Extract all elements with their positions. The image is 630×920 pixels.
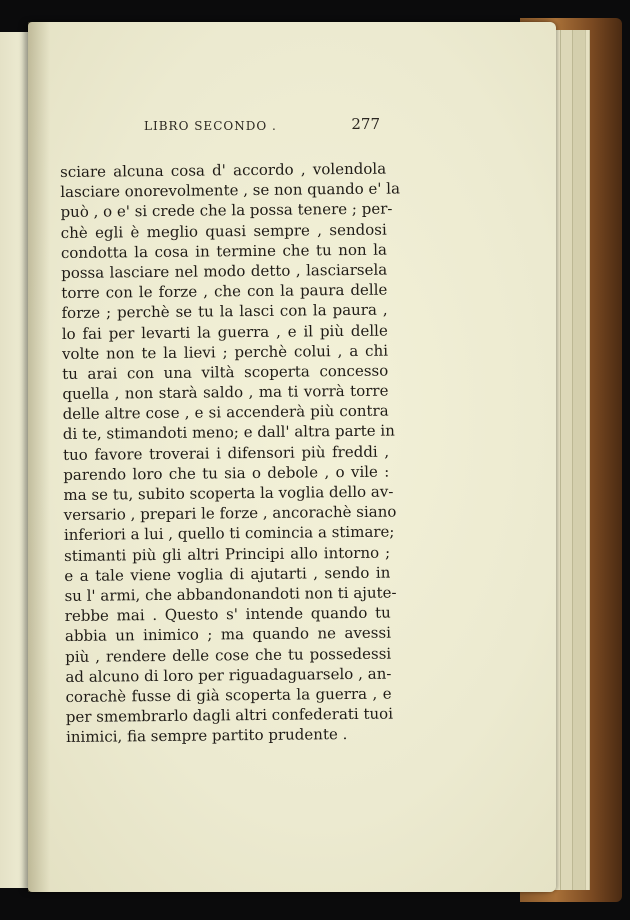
text-line: rebbe mai . Questo s' intende quando tu <box>64 603 391 626</box>
text-line: versario , prepari le forze , ancorachè siano <box>63 502 397 525</box>
text-line: ad alcuno di loro per riguadaguarselo , an- <box>65 664 392 686</box>
text-line: corachè fusse di già scoperta la guerra , e <box>65 684 392 706</box>
text-line: inimici, fia sempre partito prudente . <box>65 725 348 747</box>
text-line: lasciare onorevolmente , se non quando e' la <box>60 179 401 202</box>
text-line: ma se tu, subito scoperta la voglia dello av- <box>63 482 394 504</box>
text-line: e a tale viene voglia di ajutarti , sendo in <box>64 563 391 585</box>
text-line: chè egli è meglio quasi sempre , sendosi <box>60 220 387 242</box>
page-gutter-shadow <box>28 22 50 892</box>
text-line: di te, stimandoti meno; e dall' altra parte in <box>62 421 395 444</box>
running-title: LIBRO SECONDO . <box>144 119 277 133</box>
text-line: abbia un inimico ; ma quando ne avessi <box>64 623 392 646</box>
text-line: condotta la cosa in termine che tu non la <box>60 240 388 262</box>
page-number: 277 <box>351 115 380 133</box>
text-line: torre con le forze , che con la paura delle <box>61 280 388 303</box>
body-text <box>60 159 401 748</box>
text-line: tuo favore troverai i difensori più freddi , <box>62 442 390 464</box>
text-line: tu arai con una viltà scoperta concesso <box>62 361 389 383</box>
text-line: inferiori a lui , quello ti comincia a stimare; <box>63 522 395 545</box>
text-line: forze ; perchè se tu la lasci con la paura , <box>61 300 388 323</box>
text-line: più , rendere delle cose che tu possedessi <box>65 644 392 666</box>
text-line: su l' armi, che abbandonandoti non ti ajute- <box>64 583 397 605</box>
text-line: volte non te la lievi ; perchè colui , a chi <box>61 341 389 363</box>
text-line: per smembrarlo dagli altri confederati tuoi <box>65 704 394 727</box>
text-line: può , o e' si crede che la possa tenere ; per- <box>60 199 393 222</box>
text-line: delle altre cose , e si accenderà più contra <box>62 401 389 424</box>
text-line: stimanti più gli altri Principi allo intorno ; <box>64 543 391 565</box>
text-line: possa lasciare nel modo detto , lasciarsela <box>61 260 388 282</box>
text-line: parendo loro che tu sia o debole , o vile : <box>63 462 390 484</box>
text-line: sciare alcuna cosa d' accordo , volendola <box>60 159 387 181</box>
text-line: quella , non starà saldo , ma ti vorrà torre <box>62 381 389 404</box>
text-line: lo fai per levarti la guerra , e il più delle <box>61 321 388 343</box>
page-edges <box>572 30 586 890</box>
